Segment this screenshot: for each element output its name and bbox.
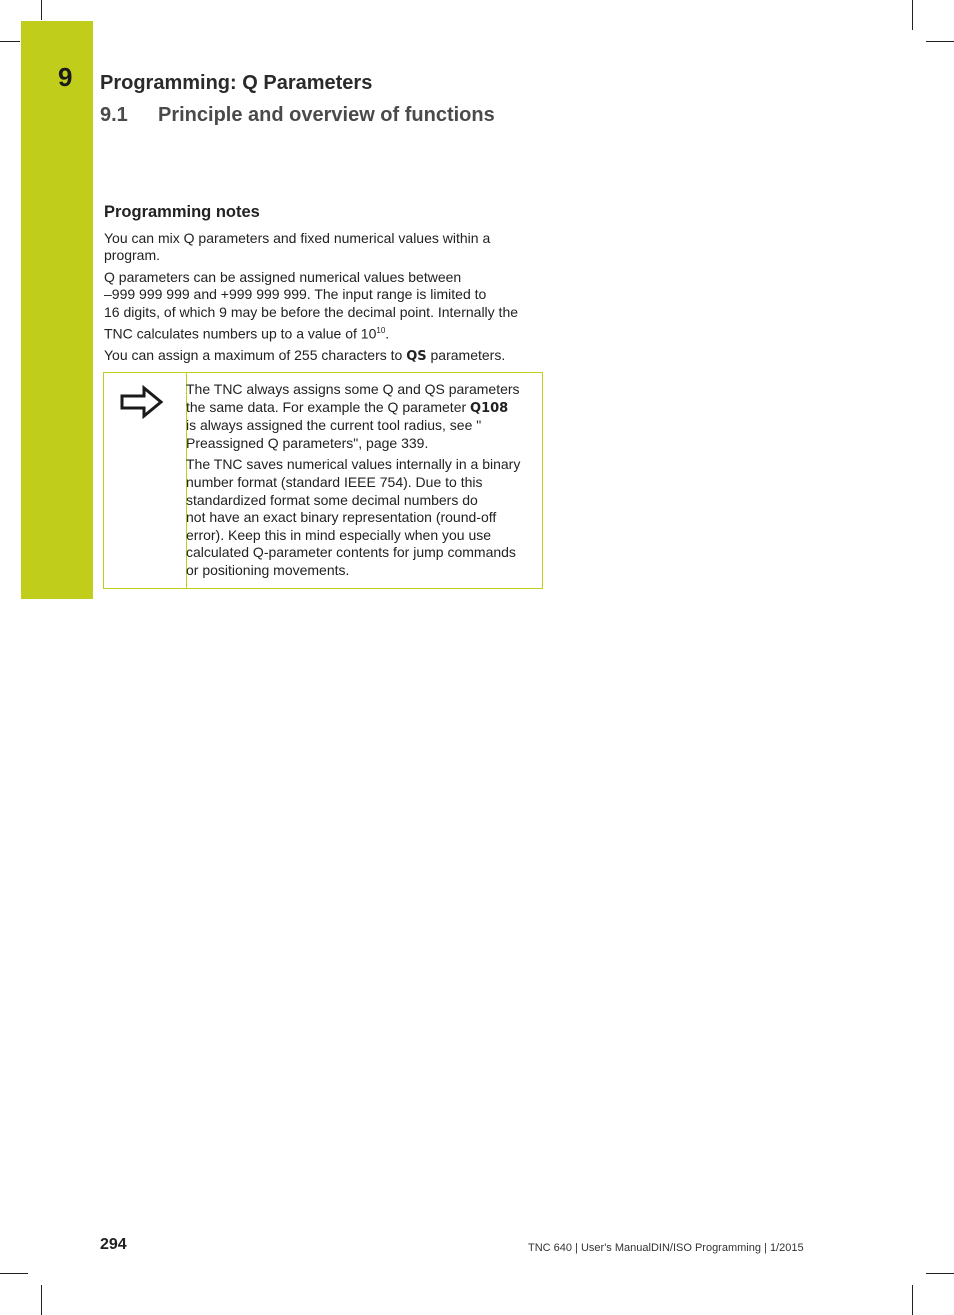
paragraph: Q parameters can be assigned numerical values between –999 999 999 and +999 999 999. The input range is limited to 16 digits, of which 9 may be before the decimal point. Internally the TNC calculates numbers up to a value of $10^{10}$.: [104, 268, 519, 342]
crop-mark: [0, 41, 20, 42]
crop-mark: [41, 0, 42, 20]
section-title-text: Principle and overview of functions: [158, 104, 495, 126]
note-box: [103, 372, 543, 589]
crop-mark: [912, 1285, 913, 1315]
section-number: 9.1: [100, 104, 128, 126]
chapter-number: 9: [58, 62, 73, 92]
arrow-right-icon: [120, 385, 164, 419]
main-content: [104, 204, 544, 369]
paragraph: You can mix Q parameters and fixed numerical values within a program.: [104, 229, 491, 264]
chapter-sidebar: [21, 21, 93, 599]
paragraph: You can assign a maximum of 255 characters to QS parameters.: [104, 346, 506, 364]
page-number: 294: [100, 1236, 127, 1253]
section-title: [100, 104, 495, 127]
crop-mark: [912, 0, 913, 30]
superscript: 10: [376, 325, 386, 335]
content-heading: Programming notes: [104, 203, 260, 221]
note-paragraph: The TNC saves numerical values internally in a binary number format (standard IEEE 754). Due to this standardized format some decimal numbers do not have an exact binary representation (round-off error). Keep this in mind especially when you use calculated Q-parameter contents for jump commands or positioning movements.: [186, 456, 521, 578]
crop-mark: [0, 1273, 28, 1274]
footer-text: TNC 640 | User's ManualDIN/ISO Programming | 1/2015: [528, 1242, 804, 1254]
note-paragraph: The TNC always assigns some Q and QS parameters the same data. For example the Q parameter Q108 is always assigned the current tool radius, see " Preassigned Q parameters", page 339.: [186, 381, 520, 451]
crop-mark: [926, 41, 954, 42]
code-term: Q108: [470, 400, 509, 416]
crop-mark: [926, 1273, 954, 1274]
code-term: QS: [406, 348, 427, 364]
crop-mark: [41, 1285, 42, 1315]
note-text: [186, 381, 538, 584]
chapter-title: Programming: Q Parameters: [100, 72, 373, 94]
